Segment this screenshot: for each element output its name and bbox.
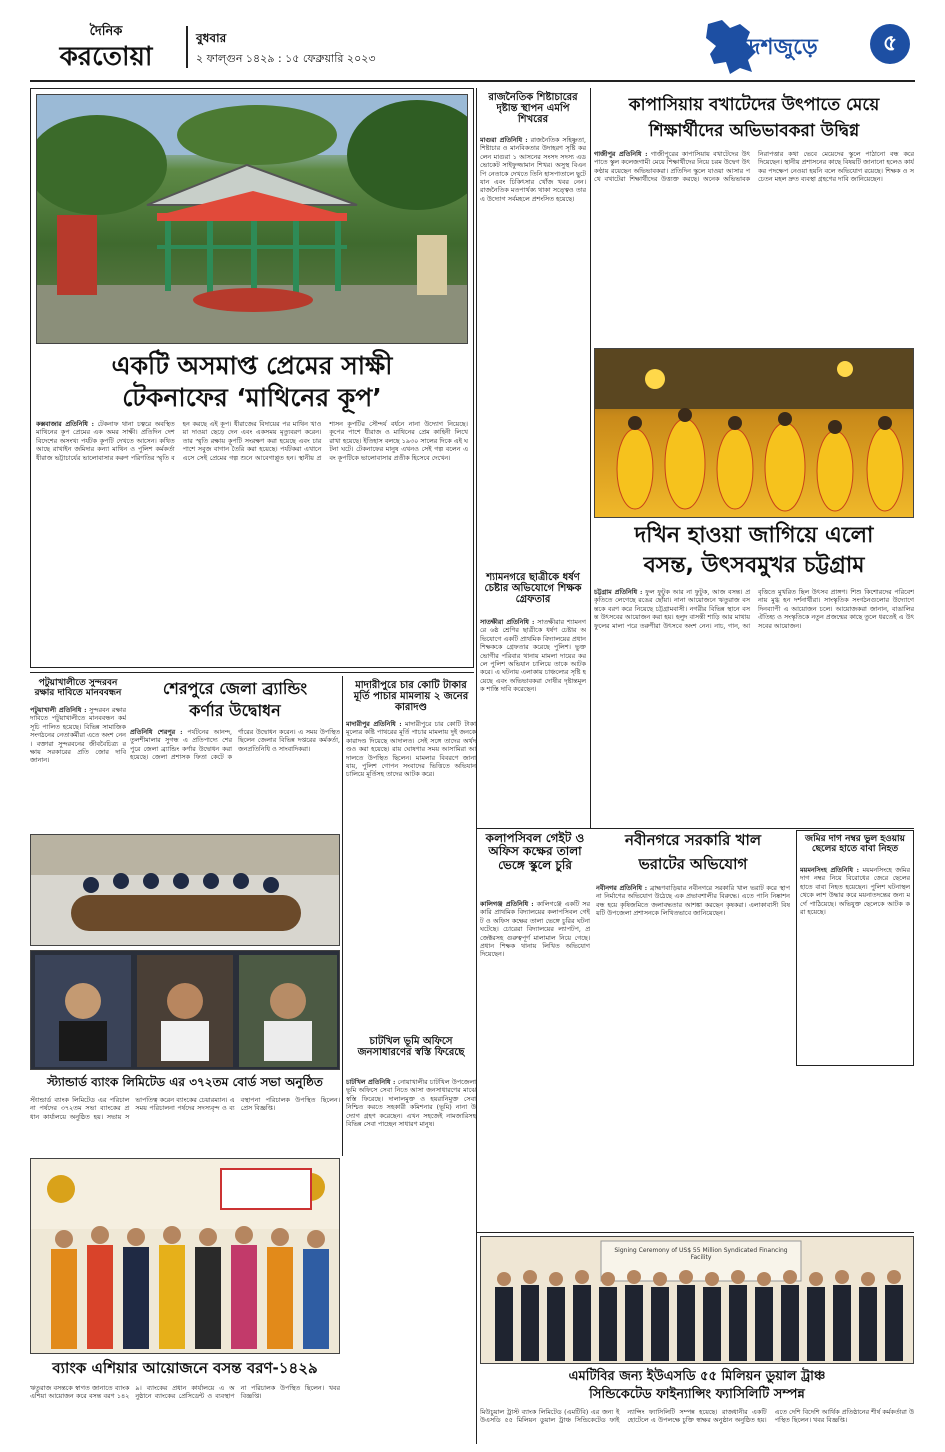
madaripur-byline: মাদারীপুর প্রতিনিধি : <box>346 720 402 728</box>
kalapshi-headline: কলাপসিবল গেইট ও অফিস কক্ষের তালা ভেঙ্গে স্কুলে চুরি <box>485 831 585 872</box>
lead-headline-line2: টেকনাফের ‘মাথিনের কূপ’ <box>122 383 382 412</box>
nabinagar-body <box>596 884 790 1064</box>
shyamnagar-byline: সাতক্ষীরা প্রতিনিধি : <box>480 618 535 626</box>
sherpur-body-text: পর্যটনের আনন্দ, তুলশীমালার সুগন্ধ এ প্রতিপাদ্যে শেরপুরে জেলা ব্র্যান্ডিং কর্ণার উদ্বোধন করা হয়েছে। জেলা প্রশাসক ফিতা কেটে কর্ণারের উদ্বোধন করেন। এ সময় উপস্থিত ছিলেন জেলার বিভিন্ন দপ্তরের কর্মকর্তা, জনপ্রতিনিধি ও সাংবাদিকরা। <box>130 728 340 762</box>
h-rule-2 <box>476 1232 914 1233</box>
mtb-headline-line2: সিন্ডিকেটেড ফাইন্যান্সিং ফ্যাসিলিটি সম্পন্ন <box>589 1387 805 1402</box>
ymen-body-text: ময়মনসিংহে জমির দাগ নম্বর নিয়ে বিরোধের জেরে ছেলের হাতে বাবা নিহত হয়েছেন। পুলিশ ঘটনাস্থল থেকে লাশ উদ্ধার করে ময়নাতদন্তের জন্য মর্গে পাঠিয়েছে। অভিযুক্ত ছেলেকে আটক করা হয়েছে। <box>800 866 910 917</box>
standard-bank-body <box>30 1096 340 1152</box>
date-line: ২ ফাল্গুন ১৪২৯ : ১৫ ফেব্রুয়ারি ২০২৩ <box>196 52 376 65</box>
chatkhil-headline: চাটখিল ভূমি অফিসে জনসাধারণের স্বস্তি ফিরেছে <box>357 1036 465 1059</box>
bank-asia-headline: ব্যাংক এশিয়ার আয়োজনে বসন্ত বরণ-১৪২৯ <box>52 1359 318 1377</box>
mtb-body-text: মিউচুয়াল ট্রাস্ট ব্যাংক লিমিটেড (এমটিবি) এর জন্য ইউএসডি ৫৫ মিলিয়ন ডুয়াল ট্রাঞ্চ সিন্ডিকেটেড ফাইন্যান্সিং ফ্যাসিলিটি সম্পন্ন হয়েছে। রাজধানীর একটি হোটেলে এ উপলক্ষে চুক্তি স্বাক্ষর অনুষ্ঠান অনুষ্ঠিত হয়। এতে দেশি বিদেশি আর্থিক প্রতিষ্ঠানের শীর্ষ কর্মকর্তারা উপস্থিত ছিলেন। খবর বিজ্ঞপ্তি। <box>480 1408 914 1425</box>
nabinagar-body-text: ব্রাহ্মণবাড়িয়ার নবীনগরে সরকারি খাল ভরাট করে স্থাপনা নির্মাণের অভিযোগ উঠেছে এক প্রভাবশালীর বিরুদ্ধে। এতে পানি নিষ্কাশন বন্ধ হয়ে কৃষিজমিতে জলাবদ্ধতার আশঙ্কা করছেন কৃষকরা। এলাকাবাসী বিষয়টি উপজেলা প্রশাসনকে লিখিতভাবে জানিয়েছেন। <box>596 884 790 918</box>
lead-headline-line1: একটি অসমাপ্ত প্রেমের সাক্ষী <box>111 351 393 380</box>
ymen-headline: জমির দাগ নম্বর ভুল হওয়ায় ছেলের হাতে বাবা নিহত <box>805 834 905 855</box>
spring-body-text: ফুল ফুটুক আর না ফুটুক, আজ বসন্ত। প্রকৃতিতে লেগেছে রঙের ছোঁয়া। নানা আয়োজনে ঋতুরাজ বসন্তকে বরণ করে নিয়েছে চট্টগ্রামবাসী। নগরীর বিভিন্ন স্থানে বসন্ত উৎসবের আয়োজন করা হয়। হলুদ বাসন্তী শাড়ি আর মাথায় ফুলের মালা পরে তরুণীরা উৎসবে অংশ নেন। নাচ, গান, আবৃত্তিতে মুখরিত ছিল উৎসব প্রাঙ্গণ। শিশু কিশোরদের পরিবেশনায় মুগ্ধ হন দর্শনার্থীরা। সাংস্কৃতিক সংগঠনগুলোর উদ্যোগে দিনব্যাপী এ আয়োজন চলে। আয়োজকরা জানান, বাঙালির ঐতিহ্য ও সংস্কৃতিকে নতুন প্রজন্মের কাছে তুলে ধরতেই এ উৎসবের আয়োজন। <box>594 588 914 630</box>
masthead <box>0 0 945 82</box>
madaripur-body-text: মাদারীপুরে চার কোটি টাকা মূল্যের কষ্টি পাথরের মূর্তি পাচার মামলায় দুই জনকে কারাদণ্ড দিয়েছে আদালত। সেই সঙ্গে তাদের অর্থদণ্ডও করা হয়েছে। রায় ঘোষণার সময় আসামিরা আদালতে উপস্থিত ছিলেন। মামলার বিবরণে জানা যায়, পুলিশ গোপন সংবাদের ভিত্তিতে অভিযান চালিয়ে মূর্তিসহ তাদের আটক করে। <box>346 720 476 779</box>
shyamnagar-headline: শ্যামনগরে ছাত্রীকে ধর্ষণ চেষ্টার অভিযোগে শিক্ষক গ্রেফতার <box>484 572 582 606</box>
masthead-rule <box>30 80 915 82</box>
spring-headline-line1: দখিন হাওয়া জাগিয়ে এলো <box>634 523 874 548</box>
ymen-byline: ময়মনসিংহ প্রতিনিধি : <box>800 866 859 874</box>
kapasia-headline-line1: কাপাসিয়ায় বখাটেদের উৎপাতে মেয়ে <box>628 95 880 115</box>
potuakhali-byline: পটুয়াখালী প্রতিনিধি : <box>30 706 87 714</box>
mtb-body <box>480 1408 914 1448</box>
chatkhil-byline: চাটখিল প্রতিনিধি : <box>346 1078 396 1086</box>
page-number-badge <box>870 24 910 64</box>
kalapshi-body-text: কালিগঞ্জে একটি সরকারি প্রাথমিক বিদ্যালয়ের কলাপসিবল গেইট ও অফিস কক্ষের তালা ভেঙ্গে চুরির ঘটনা ঘটেছে। চোরেরা বিদ্যালয়ের ল্যাপটপ, প্রজেক্টরসহ গুরুত্বপূর্ণ মালামাল নিয়ে গেছে। প্রধান শিক্ষক থানায় লিখিত অভিযোগ দিয়েছেন। <box>480 900 590 959</box>
chatkhil-body-text: নোয়াখালীর চাটখিল উপজেলা ভূমি অফিসে সেবা নিতে আসা জনসাধারণের মাঝে স্বস্তি ফিরেছে। দালালমুক্ত ও হয়রানিমুক্ত সেবা নিশ্চিত করতে সহকারী কমিশনার (ভূমি) নানা উদ্যোগ গ্রহণ করেছেন। এখন সহজেই নামজারিসহ বিভিন্ন সেবা পাচ্ছেন সাধারণ মানুষ। <box>346 1078 476 1129</box>
shyamnagar-body-text: সাতক্ষীরার শ্যামনগরে ৬ষ্ঠ শ্রেণির ছাত্রীকে ধর্ষণ চেষ্টার অভিযোগে একটি প্রাথমিক বিদ্যালয়ের প্রধান শিক্ষককে গ্রেফতার করেছে পুলিশ। ভুক্তভোগীর পরিবার থানায় মামলা দায়ের করলে পুলিশ অভিযান চালিয়ে তাকে আটক করে। এ ঘটনায় এলাকায় চাঞ্চল্যের সৃষ্টি হয়েছে এবং অভিভাবকরা দোষীর দৃষ্টান্তমূলক শাস্তি দাবি করেছেন। <box>480 618 586 694</box>
politics-body <box>480 136 586 566</box>
nabinagar-headline-line1: নবীনগরে সরকারি খাল <box>624 831 762 849</box>
nabinagar-byline: নবীনগর প্রতিনিধি : <box>596 884 648 892</box>
ymen-body <box>800 866 910 1062</box>
section-title: দেশজুড়ে <box>740 35 818 60</box>
chatkhil-body <box>346 1078 476 1420</box>
bank-asia-body-text: ঋতুরাজ বসন্তকে স্বাগত জানাতে ব্যাংক এশিয়া আয়োজন করে বসন্ত বরণ ১৪২৯। ব্যাংকের প্রধান কার্যালয়ে এ অনুষ্ঠানে ব্যাংকের প্রেসিডেন্ট ও ব্যবস্থাপনা পরিচালক উপস্থিত ছিলেন। খবর বিজ্ঞপ্তি। <box>30 1384 340 1401</box>
madaripur-headline: মাদারীপুরে চার কোটি টাকার মূর্তি পাচার মামলায় ২ জনের কারাদণ্ড <box>353 680 469 714</box>
politics-headline: রাজনৈতিক শিষ্টাচারের দৃষ্টান্ত স্থাপন এমপি শিখরের <box>488 92 578 126</box>
mtb-headline-line1: এমটিবির জন্য ইউএসডি ৫৫ মিলিয়ন ডুয়াল ট্রাঞ্চ <box>568 1369 826 1384</box>
col-rule-2 <box>590 88 591 828</box>
kalapshi-body <box>480 900 590 1230</box>
mtb-photo-banner-text: Signing Ceremony of US$ 55 Million Syndicated Financing Facility <box>614 1247 788 1261</box>
masthead-divider <box>186 26 188 68</box>
potuakhali-headline: পটুয়াখালীতে সুন্দরবন রক্ষার দাবিতে মানববন্ধন <box>34 678 122 699</box>
sherpur-headline-line2: কর্ণার উদ্বোধন <box>189 701 281 720</box>
h-rule-1 <box>476 828 914 829</box>
sherpur-body <box>130 728 340 826</box>
spring-headline-line2: বসন্ত, উৎসবমুখর চট্টগ্রাম <box>643 553 865 578</box>
nabinagar-headline-line2: ভরাটের অভিযোগ <box>638 855 748 873</box>
kapasia-headline-line2: শিক্ষার্থীদের অভিভাবকরা উদ্বিগ্ন <box>648 121 860 141</box>
standard-bank-body-text: স্ট্যান্ডার্ড ব্যাংক লিমিটেড এর পরিচালনা পর্ষদের ৩৭২তম সভা ব্যাংকের প্রধান কার্যালয়ে অনুষ্ঠিত হয়। সভায় সভাপতিত্ব করেন ব্যাংকের চেয়ারম্যান। এ সময় পরিচালনা পর্ষদের সদস্যবৃন্দ ও ব্যবস্থাপনা পরিচালক উপস্থিত ছিলেন। প্রেস বিজ্ঞপ্তি। <box>30 1096 340 1121</box>
kapasia-byline: গাজীপুর প্রতিনিধি : <box>594 150 648 158</box>
lead-byline: কক্সবাজার প্রতিনিধি : <box>36 420 94 428</box>
kalapshi-byline: কালিগঞ্জ প্রতিনিধি : <box>480 900 534 908</box>
divider-mid <box>30 672 474 673</box>
potuakhali-body-text: সুন্দরবন রক্ষার দাবিতে পটুয়াখালীতে মানববন্ধন কর্মসূচি পালিত হয়েছে। বিভিন্ন সামাজিক সংগঠনের নেতাকর্মীরা এতে অংশ নেন। বক্তারা সুন্দরবনের জীববৈচিত্র্য রক্ষায় সরকারের প্রতি জোর দাবি জানান। <box>30 706 126 765</box>
sherpur-meeting-photo <box>30 834 340 946</box>
bank-asia-body <box>30 1384 340 1444</box>
brand-small: দৈনিক <box>89 24 123 39</box>
masthead-logo <box>36 22 176 72</box>
kapasia-body <box>594 150 914 340</box>
sherpur-byline: প্রতিনিধি শেরপুর : <box>130 728 183 736</box>
weekday: বুধবার <box>196 31 227 45</box>
sherpur-headline-line1: শেরপুরে জেলা ব্র্যান্ডিং <box>162 679 308 698</box>
lead-body <box>36 420 468 664</box>
page-number: ৫ <box>882 30 898 56</box>
kapasia-body-text: গাজীপুরের কাপাসিয়ায় বখাটেদের উৎপাতে স্কুল কলেজগামী মেয়ে শিক্ষার্থীদের নিয়ে চরম উদ্বেগ উৎকণ্ঠায় রয়েছেন অভিভাবকরা। প্রতিদিন স্কুলে যাওয়া আসার পথে বখাটেরা শিক্ষার্থীদের উত্ত্যক্ত করছে। অনেক অভিভাবক নিরাপত্তার কথা ভেবে মেয়েদের স্কুলে পাঠানো বন্ধ করে দিয়েছেন। স্থানীয় প্রশাসনের কাছে বিষয়টি জানানো হলেও কার্যকর পদক্ষেপ নেওয়া হয়নি বলে অভিযোগ রয়েছে। শিক্ষক ও সচেতন মহল দ্রুত ব্যবস্থা গ্রহণের দাবি জানিয়েছেন। <box>594 150 914 184</box>
spring-body <box>594 588 914 826</box>
standard-bank-headline: স্ট্যান্ডার্ড ব্যাংক লিমিটেড এর ৩৭২তম বোর্ড সভা অনুষ্ঠিত <box>47 1075 323 1089</box>
brand-large: করতোয়া <box>59 42 153 72</box>
spring-dance-photo <box>594 348 914 518</box>
bank-asia-photo <box>30 1158 340 1354</box>
col-rule-3 <box>342 676 343 1156</box>
lead-body-text: টেকনাফ থানা চত্বরে অবস্থিত মাথিনের কূপ প্রেমের এক অমর সাক্ষী। প্রতিদিন দেশ বিদেশের অসংখ্য পর্যটক কূপটি দেখতে আসেন। কথিত আছে রাখাইন জমিদার কন্যা মাথিন ও পুলিশ কর্মকর্তা ধীরাজ ভট্টাচার্যের ভালোবাসার করুণ পরিণতির স্মৃতি বহন করছে এই কূপ। ধীরাজের বিদায়ের পর মাথিন খাওয়া দাওয়া ছেড়ে দেন এবং একসময় মৃত্যুবরণ করেন। তার স্মৃতি রক্ষায় কূপটি সংরক্ষণ করা হয়েছে এবং চারপাশে সবুজ বাগান তৈরি করা হয়েছে। পর্যটকরা এখানে এসে সেই প্রেমের গল্প শুনে আবেগাপ্লুত হন। স্থানীয় প্রশাসন কূপটির সৌন্দর্য বর্ধনে নানা উদ্যোগ নিয়েছে। কূপের পাশে ধীরাজ ও মাথিনের প্রেম কাহিনী লিখে রাখা হয়েছে। ইতিহাস বলছে ১৯৩০ সালের দিকে এই ঘটনা ঘটে। টেকনাফের মানুষ এখনও সেই গল্প বলেন এবং কূপটিকে ভালোবাসার প্রতীক হিসেবে দেখেন। <box>36 420 468 462</box>
politics-byline: মাগুরা প্রতিনিধি : <box>480 136 528 144</box>
mathin-well-photo <box>36 94 468 344</box>
col-rule-1 <box>476 88 477 1444</box>
standard-bank-video-call-photo <box>30 950 340 1070</box>
spring-byline: চট্টগ্রাম প্রতিনিধি : <box>594 588 643 596</box>
madaripur-body <box>346 720 476 1030</box>
mtb-signing-photo <box>480 1236 914 1364</box>
politics-body-text: রাজনৈতিক সহিষ্ণুতা, শিষ্টাচার ও মানবিকতার উদাহরণ সৃষ্টি করলেন মাগুরা ১ আসনের সংসদ সদস্য এডভোকেট সাইফুজ্জামান শিখর। অসুস্থ বিএনপি নেতাকে দেখতে তিনি হাসপাতালে ছুটে যান এবং চিকিৎসার খোঁজ খবর নেন। রাজনৈতিক মতপার্থক্য থাকা সত্ত্বেও তার এ উদ্যোগ সর্বমহলে প্রশংসিত হয়েছে। <box>480 136 586 203</box>
